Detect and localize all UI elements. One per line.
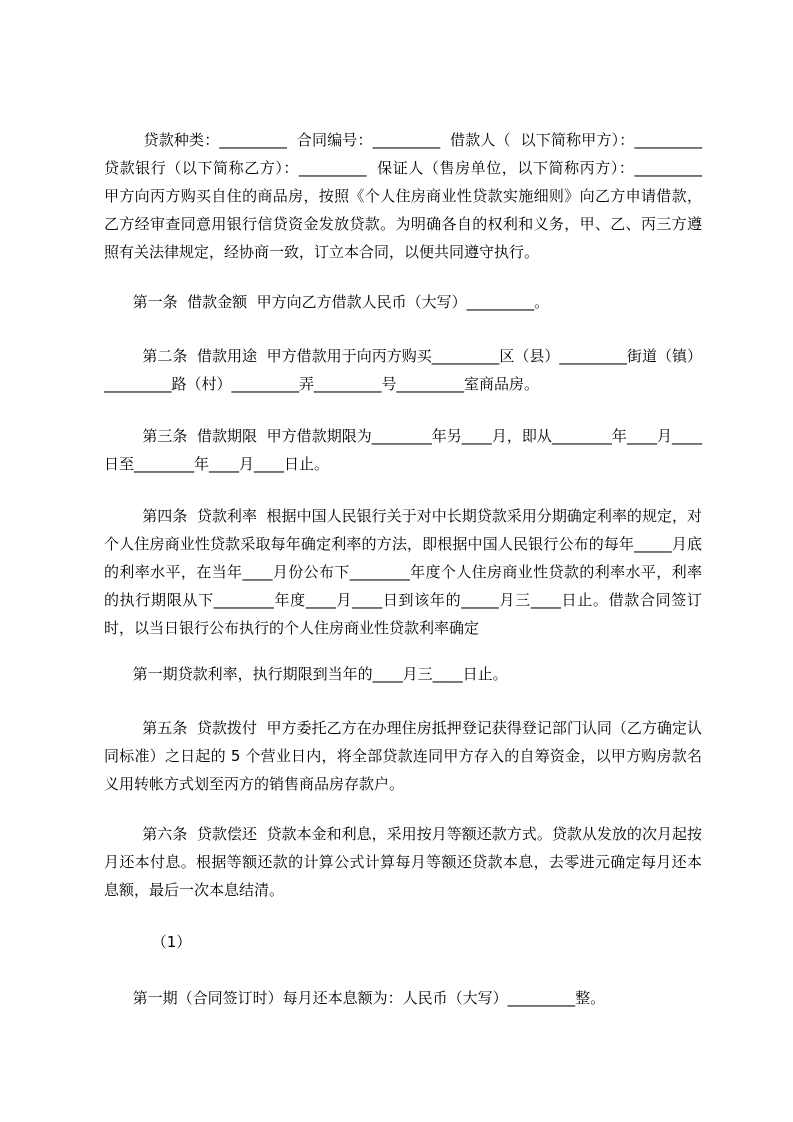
period1-payment-paragraph: 第一期（合同签订时）每月还本息额为：人民币（大写）_________整。 [104,989,606,1007]
article-2-paragraph: 第二条 借款用途 甲方借款用于向丙方购买_________区（县）_________街道（镇）_________路（村）_________弄_________号_________室商品房。 [104,347,703,393]
article-6-paragraph: 第六条 贷款偿还 贷款本金和利息，采用按月等额还款方式。贷款从发放的次月起按月还本付息。根据等额还款的计算公式计算每月等额还贷款本息，去零进元确定每月还本息额，最后一次本息结清。 [104,825,702,899]
article-3-paragraph: 第三条 借款期限 甲方借款期限为________年另____月，即从________年____月____日至________年____月____日止。 [104,427,702,473]
article-4-period1-paragraph: 第一期贷款利率，执行期限到当年的____月三____日止。 [104,665,508,683]
article-4-paragraph: 第四条 贷款利率 根据中国人民银行关于对中长期贷款采用分期确定利率的规定，对个人住房商业性贷款采取每年确定利率的方法，即根据中国人民银行公布的每年_____月底的利率水平，在当年____月份公布下________年度个人住房商业性贷款的利率水平，利率的执行期限从下________年度____月____日到该年的_____月三____日止。借款合同签订时，以当日银行公布执行的个人住房商业性贷款利率确定 [104,507,702,637]
article-1-paragraph: 第一条 借款金额 甲方向乙方借款人民币（大写）_________。 [104,293,550,311]
intro-paragraph: 贷款种类：_________ 合同编号：_________ 借款人（ 以下简称甲方）：_________ 贷款银行（以下简称乙方）：_________ 保证人（售房单位，以下简称丙方）：_________ 甲方向丙方购买自住的商品房，按照《个人住房商业性贷款实施细则》向乙方申请借款，乙方经审查同意用银行信贷资金发放贷款。为明确各自的权利和义务，甲、乙、丙三方遵照有关法律规定，经协商一致，订立本合同，以便共同遵守执行。 [104,131,712,261]
item-1-label: （1） [104,933,192,951]
article-5-paragraph: 第五条 贷款拨付 甲方委托乙方在办理住房抵押登记获得登记部门认同（乙方确定认同标准）之日起的 5 个营业日内，将全部贷款连同甲方存入的自筹资金，以甲方购房款名义用转帐方式划至丙方的销售商品房存款户。 [104,719,702,793]
